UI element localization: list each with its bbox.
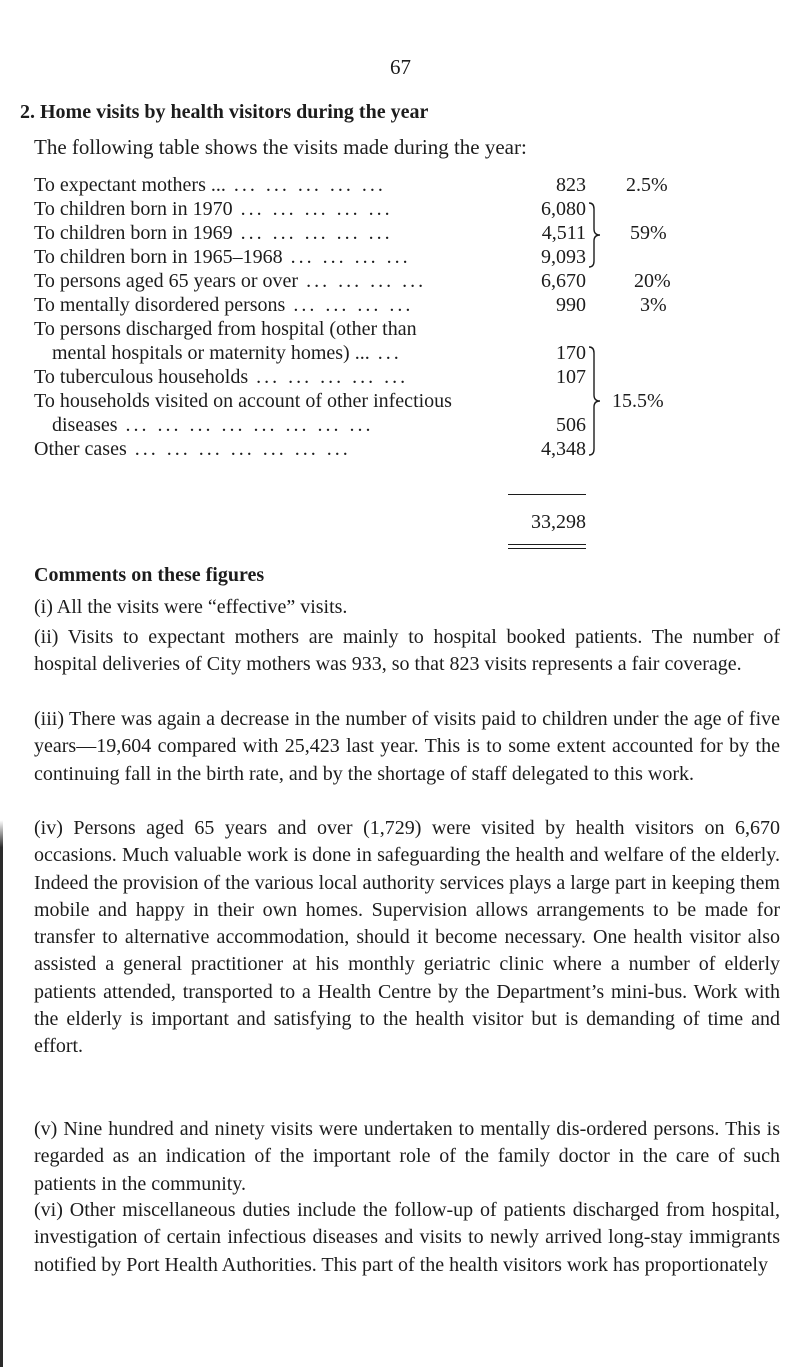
table-total: 33,298 bbox=[531, 511, 586, 533]
percentage: 15.5% bbox=[612, 390, 664, 412]
table-row-label: diseases ... ... ... ... ... ... ... ... bbox=[52, 414, 374, 436]
percentage: 20% bbox=[634, 270, 671, 292]
scan-edge bbox=[0, 0, 3, 1367]
table-row-label: Other cases ... ... ... ... ... ... ... bbox=[34, 438, 351, 460]
percentage: 2.5% bbox=[626, 174, 668, 196]
table-row-label: To households visited on account of other infectious bbox=[34, 390, 452, 412]
table-cell-value: 6,670 bbox=[541, 270, 586, 292]
table-row-label: To expectant mothers ... ... ... ... ... ... bbox=[34, 174, 386, 196]
paragraph: (iv) Persons aged 65 years and over (1,729) were visited by health visitors on 6,670 occasions. Much valuable work is done in safeguarding the health and welfare of the elderly. Indeed the provision of the various local authority services plays a large part in keeping them mobile and happy in their own homes. Supervision allows arrangements to be made for transfer to alternative accommodation, should it become necessary. One health visitor also assisted a general practitioner at his monthly geriatric clinic where a number of elderly patients attended, transported to a Health Centre by the Department’s mini-bus. Work with the elderly is important and satisfying to the health visitor but is demanding of time and effort. bbox=[34, 817, 780, 1058]
table-row-label: To children born in 1969 ... ... ... ... ... bbox=[34, 222, 393, 244]
group-brace bbox=[588, 201, 602, 269]
table-row-label: To children born in 1970 ... ... ... ... ... bbox=[34, 198, 393, 220]
percentage: 3% bbox=[640, 294, 667, 316]
table-cell-value: 4,511 bbox=[541, 222, 586, 244]
comments-heading: Comments on these figures bbox=[34, 564, 265, 586]
paragraph: (iii) There was again a decrease in the number of visits paid to children under the age of five years—19,604 compared with 25,423 last year. This is to some extent accounted for by the continuing fall in the birth rate, and by the shortage of staff delegated to this work. bbox=[34, 708, 780, 785]
table-row-label: To persons aged 65 years or over ... ... ... ... bbox=[34, 270, 427, 292]
paragraph: (v) Nine hundred and ninety visits were undertaken to mentally dis-ordered persons. This is regarded as an indication of the important role of the family doctor in the care of such patients in the community. bbox=[34, 1118, 780, 1195]
section-title: 2. Home visits by health visitors during the year bbox=[20, 101, 429, 123]
percentage: 59% bbox=[630, 222, 667, 244]
table-row-label: mental hospitals or maternity homes) ... ... bbox=[52, 342, 402, 364]
table-cell-value: 107 bbox=[556, 366, 586, 388]
total-double-rule bbox=[508, 548, 586, 549]
table-cell-value: 9,093 bbox=[541, 246, 586, 268]
paragraph: (ii) Visits to expectant mothers are mainly to hospital booked patients. The number of hospital deliveries of City mothers was 933, so that 823 visits represents a fair coverage. bbox=[34, 626, 780, 676]
table-row-label: To mentally disordered persons ... ... ... ... bbox=[34, 294, 414, 316]
group-brace bbox=[588, 343, 602, 459]
total-double-rule bbox=[508, 544, 586, 545]
table-row-label: To tuberculous households ... ... ... ... ... bbox=[34, 366, 409, 388]
total-rule bbox=[508, 494, 586, 495]
table-cell-value: 4,348 bbox=[541, 438, 586, 460]
table-cell-value: 506 bbox=[556, 414, 586, 436]
table-cell-value: 823 bbox=[556, 174, 586, 196]
table-cell-value: 170 bbox=[556, 342, 586, 364]
table-cell-value: 990 bbox=[556, 294, 586, 316]
paragraph: (i) All the visits were “effective” visits. bbox=[34, 596, 348, 618]
table-cell-value: 6,080 bbox=[541, 198, 586, 220]
table-row-label: To persons discharged from hospital (other than bbox=[34, 318, 417, 340]
values-column bbox=[486, 0, 586, 460]
intro-text: The following table shows the visits made during the year: bbox=[34, 135, 527, 159]
paragraph: (vi) Other miscellaneous duties include the follow-up of patients discharged from hospital, investigation of certain infectious diseases and visits to newly arrived long-stay immigrants notified by Port Health Authorities. This part of the health visitors work has proportionately bbox=[34, 1199, 780, 1276]
page-number: 67 bbox=[390, 55, 411, 79]
table-row-label: To children born in 1965–1968 ... ... ... ... bbox=[34, 246, 411, 268]
